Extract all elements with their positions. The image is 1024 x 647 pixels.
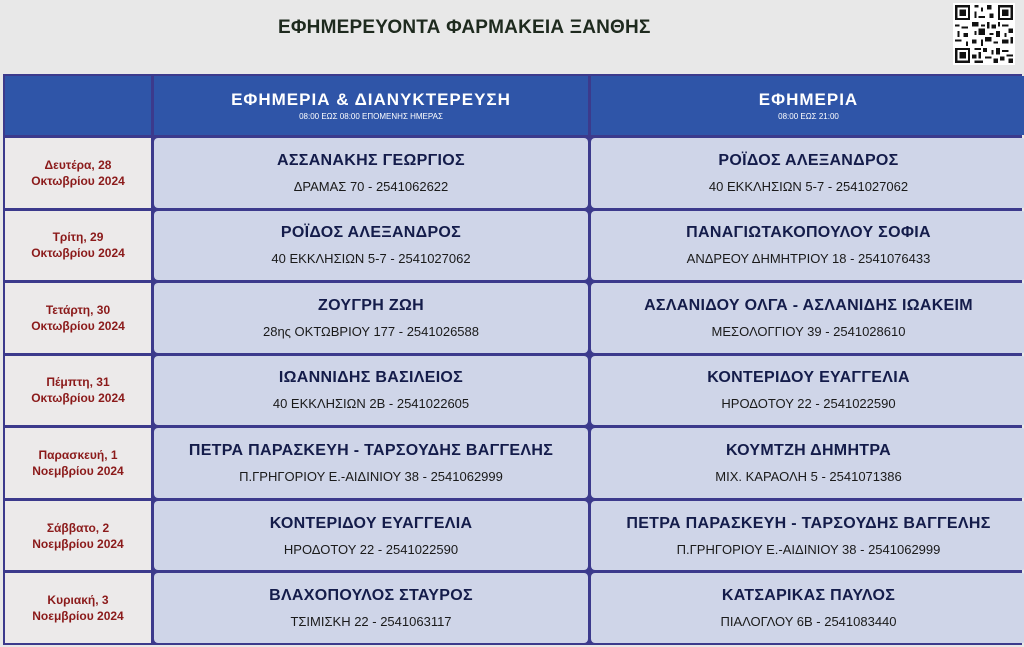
pharmacy-name: ΚΟΝΤΕΡΙΔΟΥ ΕΥΑΓΓΕΛΙΑ — [707, 369, 910, 387]
day-label: Κυριακή, 3 — [47, 593, 109, 608]
night-pharmacy-cell — [154, 356, 588, 426]
pharmacy-name: ΑΣΛΑΝΙΔΟΥ ΟΛΓΑ - ΑΣΛΑΝΙΔΗΣ ΙΩΑΚΕΙΜ — [644, 296, 973, 314]
day-label: Τρίτη, 29 — [52, 230, 104, 245]
day-cell — [5, 356, 151, 426]
column-header-day-duty — [591, 76, 1024, 135]
date-label: Οκτωβρίου 2024 — [31, 318, 125, 333]
date-label: Οκτωβρίου 2024 — [31, 391, 125, 406]
night-pharmacy-cell — [154, 211, 588, 281]
pharmacy-name: ΚΟΝΤΕΡΙΔΟΥ ΕΥΑΓΓΕΛΙΑ — [269, 514, 473, 532]
day-pharmacy-cell — [591, 356, 1024, 426]
pharmacy-name: ΒΛΑΧΟΠΟΥΛΟΣ ΣΤΑΥΡΟΣ — [269, 587, 473, 605]
column-header-label: ΕΦΗΜΕΡΙΑ & ΔΙΑΝΥΚΤΕΡΕΥΣΗ — [231, 90, 511, 109]
pharmacy-name: ΚΑΤΣΑΡΙΚΑΣ ΠΑΥΛΟΣ — [721, 587, 896, 605]
day-cell — [5, 428, 151, 498]
pharmacy-name: ΖΟΥΓΡΗ ΖΩΗ — [318, 296, 424, 314]
pharmacy-name: ΠΑΝΑΓΙΩΤΑΚΟΠΟΥΛΟΥ ΣΟΦΙΑ — [686, 224, 931, 242]
day-label: Σάββατο, 2 — [46, 520, 110, 535]
pharmacy-address: Π.ΓΡΗΓΟΡΙΟΥ Ε.-ΑΙΔΙΝΙΟΥ 38 - 2541062999 — [239, 469, 503, 485]
pharmacy-address: ΗΡΟΔΟΤΟΥ 22 - 2541022590 — [283, 541, 459, 557]
date-label: Οκτωβρίου 2024 — [31, 246, 125, 261]
day-pharmacy-cell — [591, 138, 1024, 208]
day-cell — [5, 138, 151, 208]
pharmacy-address: 40 ΕΚΚΛΗΣΙΩΝ 5-7 - 2541027062 — [708, 178, 909, 194]
pharmacy-schedule-table — [3, 74, 1022, 645]
day-cell — [5, 573, 151, 643]
pharmacy-address: ΔΡΑΜΑΣ 70 - 2541062622 — [293, 178, 449, 194]
pharmacy-name: ΠΕΤΡΑ ΠΑΡΑΣΚΕΥΗ - ΤΑΡΣΟΥΔΗΣ ΒΑΓΓΕΛΗΣ — [626, 514, 991, 532]
pharmacy-name: ΠΕΤΡΑ ΠΑΡΑΣΚΕΥΗ - ΤΑΡΣΟΥΔΗΣ ΒΑΓΓΕΛΗΣ — [188, 442, 554, 460]
day-pharmacy-cell — [591, 211, 1024, 281]
pharmacy-address: ΜΕΣΟΛΟΓΓΙΟΥ 39 - 2541028610 — [711, 323, 906, 339]
night-pharmacy-cell — [154, 428, 588, 498]
pharmacy-address: ΠΙΑΛΟΓΛΟΥ 6Β - 2541083440 — [720, 614, 897, 630]
night-pharmacy-cell — [154, 138, 588, 208]
column-header-hours: 08:00 ΕΩΣ 21:00 — [778, 112, 839, 121]
pharmacy-name: ΡΟΪΔΟΣ ΑΛΕΞΑΝΔΡΟΣ — [718, 151, 899, 169]
day-pharmacy-cell — [591, 428, 1024, 498]
day-cell — [5, 501, 151, 571]
pharmacy-address: ΑΝΔΡΕΟΥ ΔΗΜΗΤΡΙΟΥ 18 - 2541076433 — [686, 251, 931, 267]
night-pharmacy-cell — [154, 573, 588, 643]
pharmacy-name: ΑΣΣΑΝΑΚΗΣ ΓΕΩΡΓΙΟΣ — [277, 151, 465, 169]
day-pharmacy-cell — [591, 573, 1024, 643]
pharmacy-address: 40 ΕΚΚΛΗΣΙΩΝ 2Β - 2541022605 — [272, 396, 470, 412]
day-label: Δευτέρα, 28 — [44, 157, 112, 172]
day-pharmacy-cell — [591, 283, 1024, 353]
column-header-night-duty — [154, 76, 588, 135]
day-label: Πέμπτη, 31 — [46, 375, 110, 390]
night-pharmacy-cell — [154, 501, 588, 571]
pharmacy-name: ΚΟΥΜΤΖΗ ΔΗΜΗΤΡΑ — [725, 442, 892, 460]
day-cell — [5, 211, 151, 281]
date-label: Νοεμβρίου 2024 — [32, 609, 124, 624]
pharmacy-address: 28ης ΟΚΤΩΒΡΙΟΥ 177 - 2541026588 — [262, 323, 479, 339]
column-header-label: ΕΦΗΜΕΡΙΑ — [758, 90, 859, 109]
night-pharmacy-cell — [154, 283, 588, 353]
pharmacy-address: ΜΙΧ. ΚΑΡΑΟΛΗ 5 - 2541071386 — [715, 469, 902, 485]
pharmacy-address: ΗΡΟΔΟΤΟΥ 22 - 2541022590 — [721, 396, 896, 412]
day-label: Παρασκευή, 1 — [38, 448, 118, 463]
day-pharmacy-cell — [591, 501, 1024, 571]
pharmacy-address: Π.ΓΡΗΓΟΡΙΟΥ Ε.-ΑΙΔΙΝΙΟΥ 38 - 2541062999 — [676, 541, 941, 557]
pharmacy-address: 40 ΕΚΚΛΗΣΙΩΝ 5-7 - 2541027062 — [271, 251, 471, 267]
pharmacy-address: ΤΣΙΜΙΣΚΗ 22 - 2541063117 — [290, 614, 452, 630]
page-title: ΕΦΗΜΕΡΕΥΟΝΤΑ ΦΑΡΜΑΚΕΙΑ ΞΑΝΘΗΣ — [278, 17, 651, 38]
column-header-hours: 08:00 ΕΩΣ 08:00 ΕΠΟΜΕΝΗΣ ΗΜΕΡΑΣ — [299, 112, 443, 121]
pharmacy-name: ΙΩΑΝΝΙΔΗΣ ΒΑΣΙΛΕΙΟΣ — [278, 369, 464, 387]
date-label: Οκτωβρίου 2024 — [31, 173, 125, 188]
date-label: Νοεμβρίου 2024 — [32, 464, 124, 479]
day-label: Τετάρτη, 30 — [45, 302, 111, 317]
qr-code-icon[interactable] — [952, 3, 1016, 65]
header-corner — [5, 76, 151, 135]
day-cell — [5, 283, 151, 353]
pharmacy-name: ΡΟΪΔΟΣ ΑΛΕΞΑΝΔΡΟΣ — [280, 224, 462, 242]
date-label: Νοεμβρίου 2024 — [32, 536, 124, 551]
